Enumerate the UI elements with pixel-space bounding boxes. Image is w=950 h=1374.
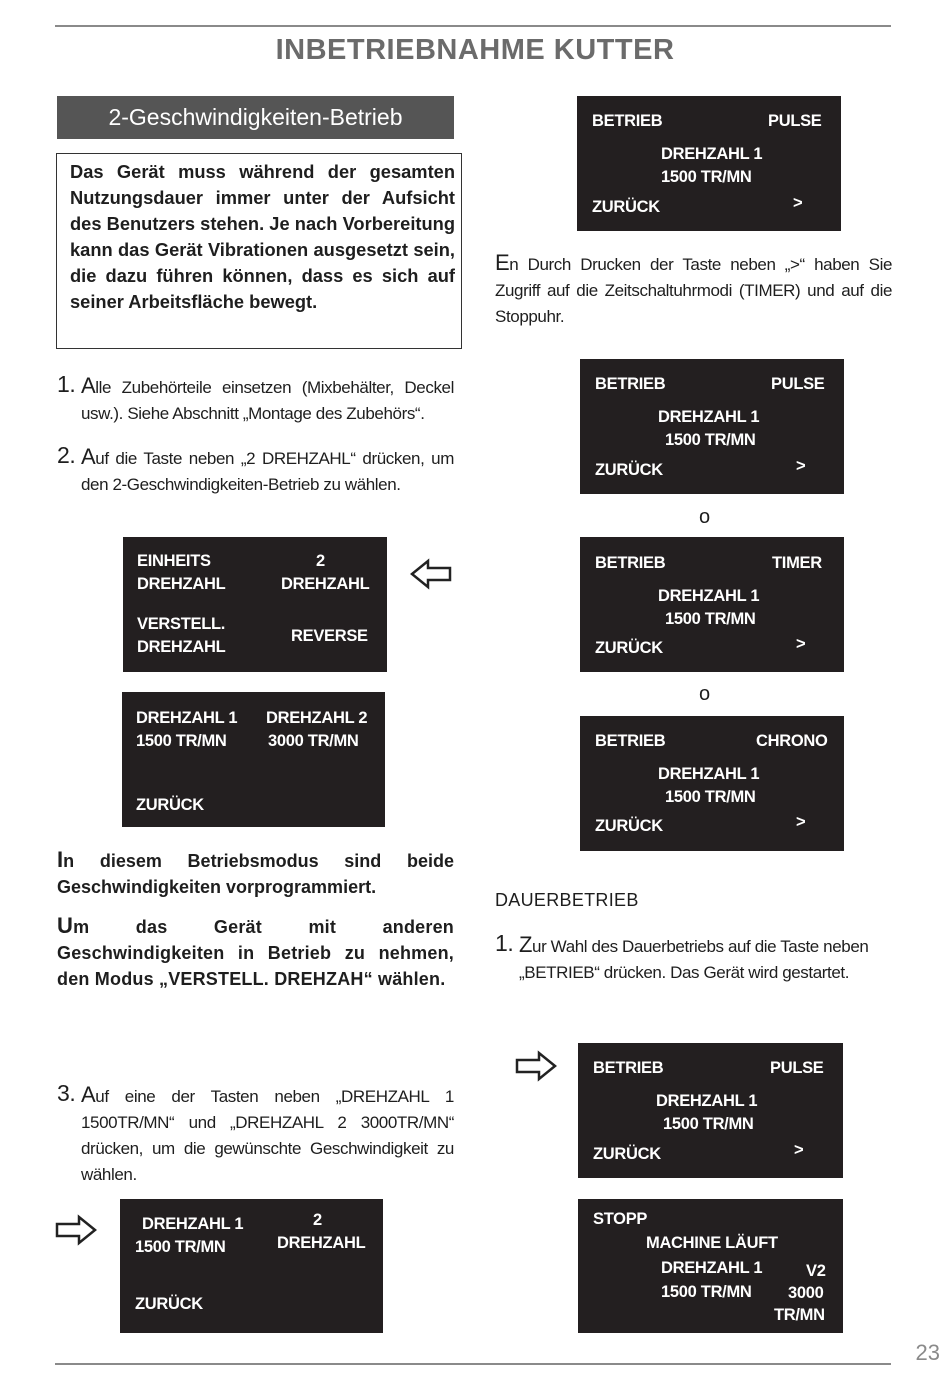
chrono-label[interactable]: CHRONO xyxy=(756,732,828,750)
screen-run-timer xyxy=(580,537,844,672)
step-number: 1. xyxy=(57,371,76,397)
next-arrow[interactable]: > xyxy=(794,1141,804,1159)
speed-1-value: 1500 TR/MN xyxy=(661,168,752,186)
speed-1-value[interactable]: 1500 TR/MN xyxy=(136,732,227,750)
page-number: 23 xyxy=(915,1340,940,1365)
speed-1-label[interactable]: DREHZAHL 1 xyxy=(136,709,238,727)
back-label[interactable]: ZURÜCK xyxy=(136,796,204,814)
pulse-label[interactable]: PULSE xyxy=(770,1059,824,1077)
back-label[interactable]: ZURÜCK xyxy=(592,198,660,216)
screen-speed-selected xyxy=(120,1199,383,1333)
screen-label-two-drehzahl[interactable]: DREHZAHL xyxy=(277,1234,366,1252)
step-number: 3. xyxy=(57,1080,76,1106)
speed-1-value: 1500 TR/MN xyxy=(665,788,756,806)
speed-1-label: DREHZAHL 1 xyxy=(658,587,760,605)
or-label: o xyxy=(699,506,711,528)
speed-1-label: DREHZAHL 1 xyxy=(658,408,760,426)
page-title: INBETRIEBNAHME KUTTER xyxy=(275,34,675,66)
back-label[interactable]: ZURÜCK xyxy=(135,1295,203,1313)
warning-box xyxy=(56,153,462,349)
screen-label-two-drehzahl[interactable]: DREHZAHL xyxy=(281,575,370,593)
screen-run-chrono xyxy=(580,716,844,851)
screen-label-two[interactable]: 2 xyxy=(313,1211,322,1229)
screen-label-einheits-drehzahl[interactable]: DREHZAHL xyxy=(137,575,226,593)
back-label[interactable]: ZURÜCK xyxy=(593,1145,661,1163)
continuous-step-1: 1. Zur Wahl des Dauerbetriebs auf die Taste neben „BETRIEB“ drücken. Das Gerät wird gestartet. xyxy=(495,930,869,982)
speed-2-short-label[interactable]: V2 xyxy=(806,1262,826,1280)
timer-label[interactable]: TIMER xyxy=(772,554,822,572)
next-arrow[interactable]: > xyxy=(796,813,806,831)
back-label[interactable]: ZURÜCK xyxy=(595,817,663,835)
screen-label-reverse[interactable]: REVERSE xyxy=(291,627,368,645)
warning-text: Das Gerät muss während der gesamten Nutzungsdauer immer unter der Aufsicht des Benutzers stehen. Je nach Vorbereitung kann das Gerät Vibrationen ausgesetzt sein, die dazu führen können, dass es sich auf seiner Arbeitsfläche bewegt. xyxy=(70,161,455,312)
next-arrow[interactable]: > xyxy=(796,457,806,475)
screen-run-pulse-option xyxy=(580,359,844,494)
speed-2-value[interactable]: 3000 xyxy=(788,1284,824,1302)
screen-mode-menu xyxy=(123,537,387,672)
run-label[interactable]: BETRIEB xyxy=(595,375,666,393)
stop-label[interactable]: STOPP xyxy=(593,1210,648,1228)
screen-run-pulse-continuous xyxy=(578,1043,843,1178)
step-text: uf die Taste neben „2 DREHZAHL“ drücken, um den 2-Geschwindigkeiten-Betrieb zu wählen. xyxy=(81,449,454,494)
speed-1-value: 1500 TR/MN xyxy=(665,610,756,628)
arrow-right-icon xyxy=(515,1050,557,1082)
run-label[interactable]: BETRIEB xyxy=(595,554,666,572)
arrow-right-icon xyxy=(55,1214,97,1246)
step-number: 1. xyxy=(495,930,514,956)
speed-2-unit[interactable]: TR/MN xyxy=(774,1306,825,1324)
speed-1-label[interactable]: DREHZAHL 1 xyxy=(661,1259,763,1277)
bottom-rule xyxy=(55,1363,891,1365)
speed-1-label[interactable]: DREHZAHL 1 xyxy=(142,1215,244,1233)
step-text: uf eine der Tasten neben „DREHZAHL 1 1500TR/MN“ und „DREHZAHL 2 3000TR/MN“ drücken, um die gewünschte Geschwindigkeit zu wählen. xyxy=(81,1087,454,1184)
screen-label-two[interactable]: 2 xyxy=(316,552,325,570)
paragraph-other-speeds: Um das Gerät mit anderen Geschwindigkeiten in Betrieb zu nehmen, den Modus „VERSTELL. DREHZAH“ wählen. xyxy=(57,913,454,989)
continuous-heading: DAUERBETRIEB xyxy=(495,890,639,910)
step-2: 2. Auf die Taste neben „2 DREHZAHL“ drücken, um den 2-Geschwindigkeiten-Betrieb zu wählen. xyxy=(57,442,454,494)
step-text: ur Wahl des Dauerbetriebs auf die Taste neben „BETRIEB“ drücken. Das Gerät wird gestartet. xyxy=(519,937,869,982)
back-label[interactable]: ZURÜCK xyxy=(595,461,663,479)
screen-machine-running xyxy=(578,1199,843,1333)
step-number: 2. xyxy=(57,442,76,468)
next-arrow[interactable]: > xyxy=(793,194,803,212)
status-label: MACHINE LÄUFT xyxy=(646,1234,778,1252)
speed-1-value[interactable]: 1500 TR/MN xyxy=(135,1238,226,1256)
speed-1-value: 1500 TR/MN xyxy=(663,1115,754,1133)
top-rule xyxy=(55,25,891,27)
arrow-left-icon xyxy=(410,558,452,590)
paragraph-preprogrammed: In diesem Betriebsmodus sind beide Geschwindigkeiten vorprogrammiert. xyxy=(57,847,454,897)
or-label: o xyxy=(699,683,711,705)
speed-1-value[interactable]: 1500 TR/MN xyxy=(661,1283,752,1301)
step-1: 1. Alle Zubehörteile einsetzen (Mixbehälter, Deckel usw.). Siehe Abschnitt „Montage des Zubehörs“. xyxy=(57,371,454,423)
next-arrow[interactable]: > xyxy=(796,635,806,653)
step-3: 3. Auf eine der Tasten neben „DREHZAHL 1 1500TR/MN“ und „DREHZAHL 2 3000TR/MN“ drücken, um die gewünschte Geschwindigkeit zu wählen. xyxy=(57,1080,454,1184)
run-label[interactable]: BETRIEB xyxy=(593,1059,664,1077)
speed-2-value[interactable]: 3000 TR/MN xyxy=(268,732,359,750)
paragraph-timer-access: En Durch Drucken der Taste neben „>“ haben Sie Zugriff auf die Zeitschaltuhrmodi (TIMER) und auf die Stoppuhr. xyxy=(495,250,892,326)
screen-label-einheits[interactable]: EINHEITS xyxy=(137,552,211,570)
speed-1-label: DREHZAHL 1 xyxy=(661,145,763,163)
screen-label-verstell[interactable]: VERSTELL. xyxy=(137,615,226,633)
speed-1-label: DREHZAHL 1 xyxy=(658,765,760,783)
screen-speeds xyxy=(122,692,385,827)
back-label[interactable]: ZURÜCK xyxy=(595,639,663,657)
screen-label-verstell-drehzahl[interactable]: DREHZAHL xyxy=(137,638,226,656)
run-label[interactable]: BETRIEB xyxy=(595,732,666,750)
section-title: 2-Geschwindigkeiten-Betrieb xyxy=(57,96,454,139)
speed-1-label: DREHZAHL 1 xyxy=(656,1092,758,1110)
speed-1-value: 1500 TR/MN xyxy=(665,431,756,449)
screen-run-pulse xyxy=(577,96,841,231)
pulse-label[interactable]: PULSE xyxy=(771,375,825,393)
speed-2-label[interactable]: DREHZAHL 2 xyxy=(266,709,368,727)
step-text: lle Zubehörteile einsetzen (Mixbehälter, Deckel usw.). Siehe Abschnitt „Montage des Zubehörs“. xyxy=(81,378,454,423)
run-label[interactable]: BETRIEB xyxy=(592,112,663,130)
pulse-label[interactable]: PULSE xyxy=(768,112,822,130)
